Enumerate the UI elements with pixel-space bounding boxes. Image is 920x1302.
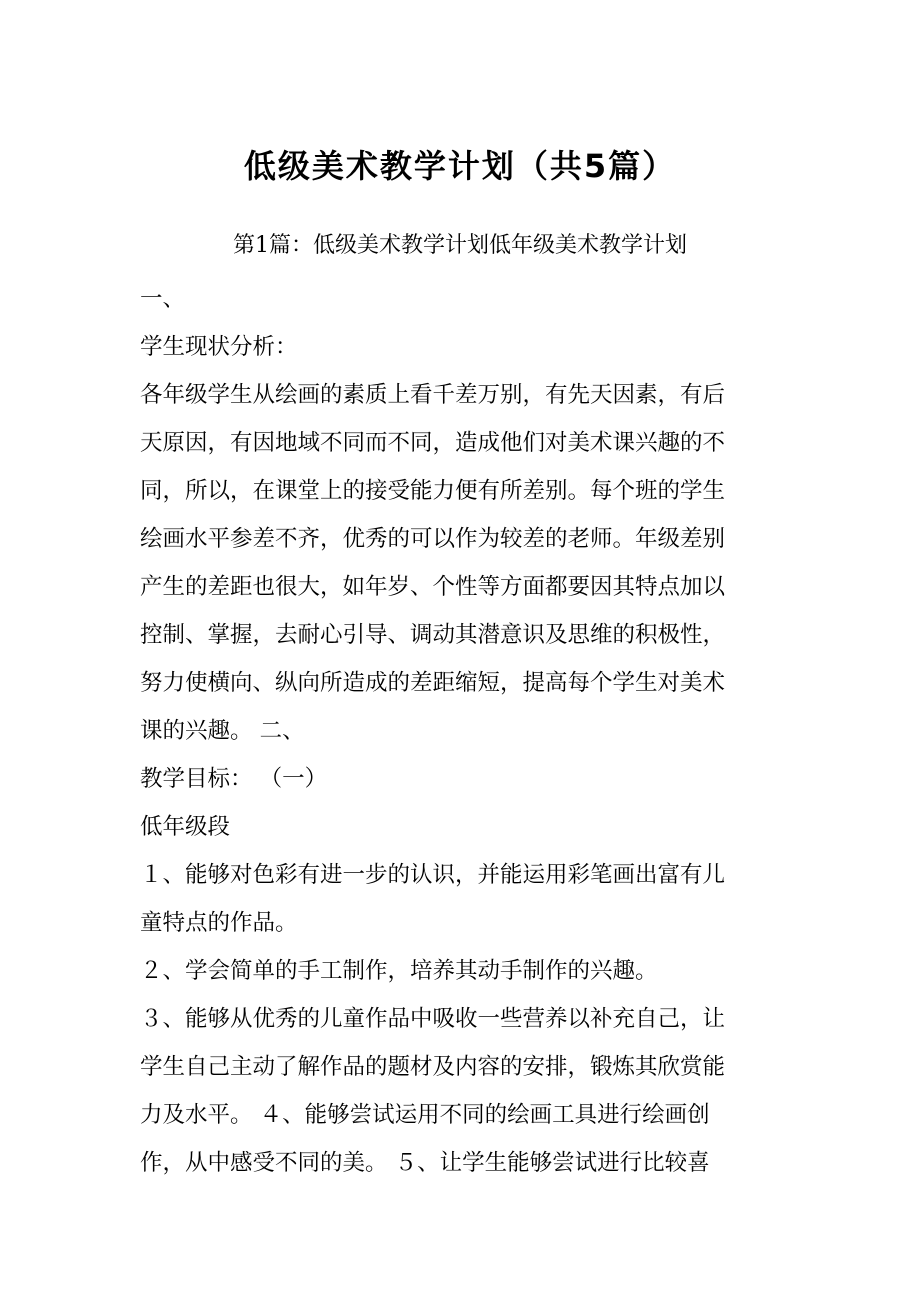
body-line: 产生的差距也很大，如年岁、个性等方面都要因其特点加以 bbox=[140, 574, 726, 600]
document-body bbox=[140, 275, 790, 1187]
body-line: 一、 bbox=[140, 286, 186, 312]
document-subtitle: 第1篇：低级美术教学计划低年级美术教学计划 bbox=[233, 233, 687, 258]
body-line: 教学目标： （一） bbox=[140, 766, 328, 792]
body-line: 低年级段 bbox=[140, 814, 231, 840]
body-line: 童特点的作品。 bbox=[140, 910, 298, 936]
body-line: ３、能够从优秀的儿童作品中吸收一些营养以补充自己，让 bbox=[140, 1006, 726, 1032]
body-line: 课的兴趣。 二、 bbox=[140, 718, 305, 744]
body-line: 天原因，有因地域不同而不同，造成他们对美术课兴趣的不 bbox=[140, 430, 726, 456]
body-line: 力及水平。 ４、能够尝试运用不同的绘画工具进行绘画创 bbox=[140, 1102, 710, 1128]
body-line: 同，所以，在课堂上的接受能力便有所差别。每个班的学生 bbox=[140, 478, 726, 504]
body-line: 学生自己主动了解作品的题材及内容的安排，锻炼其欣赏能 bbox=[140, 1054, 726, 1080]
body-line: 各年级学生从绘画的素质上看千差万别，有先天因素，有后 bbox=[140, 382, 726, 408]
body-line: 作，从中感受不同的美。 ５、让学生能够尝试进行比较喜 bbox=[140, 1150, 710, 1176]
body-line: 努力使横向、纵向所造成的差距缩短，提高每个学生对美术 bbox=[140, 670, 726, 696]
body-line: 控制、掌握，去耐心引导、调动其潜意识及思维的积极性， bbox=[140, 622, 726, 648]
body-line: ２、学会简单的手工制作，培养其动手制作的兴趣。 bbox=[140, 958, 658, 984]
document-title: 低级美术教学计划（共5篇） bbox=[243, 147, 677, 185]
body-line: １、能够对色彩有进一步的认识，并能运用彩笔画出富有儿 bbox=[140, 862, 726, 888]
body-line: 绘画水平参差不齐，优秀的可以作为较差的老师。年级差别 bbox=[140, 526, 726, 552]
body-line: 学生现状分析： bbox=[140, 334, 298, 360]
